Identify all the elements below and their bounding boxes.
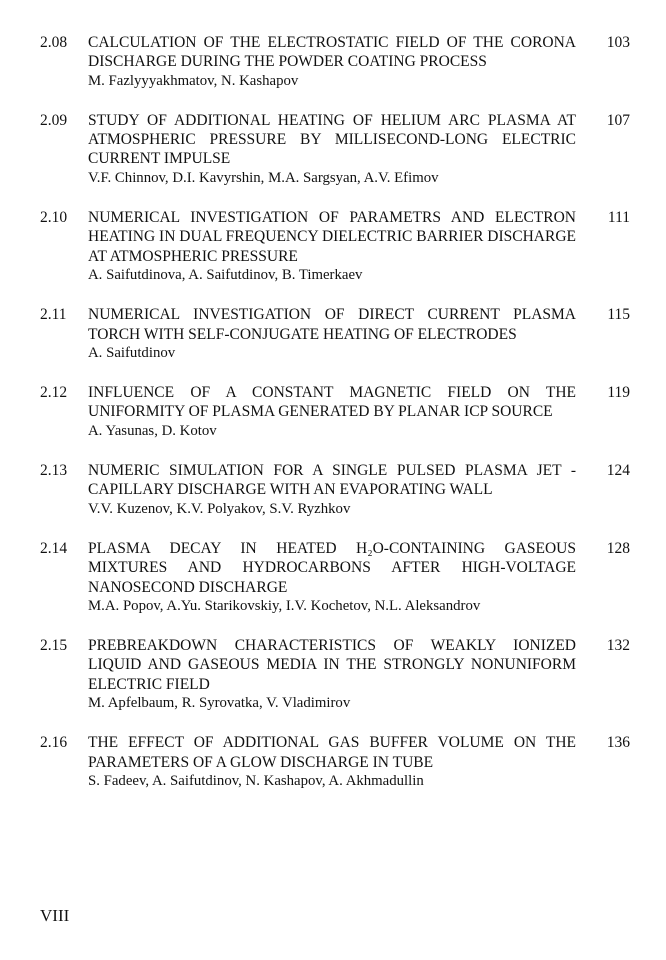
entry-body — [88, 733, 576, 791]
toc-entry — [40, 305, 630, 363]
entry-number: 2.15 — [40, 637, 68, 655]
entry-page-number: 107 — [606, 111, 630, 129]
toc-entry — [40, 111, 630, 188]
table-of-contents — [40, 33, 630, 811]
entry-number: 2.09 — [40, 111, 68, 129]
toc-entry — [40, 636, 630, 713]
entry-number: 2.12 — [40, 384, 68, 402]
entry-body — [88, 111, 576, 188]
entry-page-number: 124 — [606, 462, 630, 480]
entry-number: 2.13 — [40, 462, 68, 480]
entry-title: THE EFFECT OF ADDITIONAL GAS BUFFER VOLUME ON THE PARAMETERS OF A GLOW DISCHARGE IN TUBE — [88, 734, 576, 771]
entry-number: 2.16 — [40, 734, 68, 752]
entry-title: INFLUENCE OF A CONSTANT MAGNETIC FIELD ON THE UNIFORMITY OF PLASMA GENERATED BY PLANAR ICP SOURCE — [88, 384, 576, 421]
entry-title: NUMERICAL INVESTIGATION OF DIRECT CURRENT PLASMA TORCH WITH SELF-CONJUGATE HEATING OF ELECTRODES — [88, 306, 576, 343]
entry-number: 2.10 — [40, 209, 68, 227]
toc-entry — [40, 208, 630, 285]
entry-page-number: 119 — [607, 384, 630, 402]
entry-authors: A. Saifutdinova, A. Saifutdinov, B. Timerkaev — [88, 266, 363, 283]
entry-title: STUDY OF ADDITIONAL HEATING OF HELIUM ARC PLASMA AT ATMOSPHERIC PRESSURE BY MILLISECOND-LONG ELECTRIC CURRENT IMPULSE — [88, 111, 576, 168]
entry-authors: V.V. Kuzenov, K.V. Polyakov, S.V. Ryzhkov — [88, 500, 351, 517]
entry-title: CALCULATION OF THE ELECTROSTATIC FIELD OF THE CORONA DISCHARGE DURING THE POWDER COATING PROCESS — [88, 34, 576, 71]
toc-entry — [40, 461, 630, 519]
entry-authors: V.F. Chinnov, D.I. Kavyrshin, M.A. Sargsyan, A.V. Efimov — [88, 169, 439, 186]
entry-page-number: 103 — [606, 34, 630, 51]
entry-title: NUMERIC SIMULATION FOR A SINGLE PULSED PLASMA JET - CAPILLARY DISCHARGE WITH AN EVAPORATING WALL — [88, 462, 576, 499]
entry-body — [88, 461, 576, 519]
entry-authors: M.A. Popov, A.Yu. Starikovskiy, I.V. Kochetov, N.L. Aleksandrov — [88, 597, 481, 614]
entry-page-number: 128 — [606, 539, 630, 557]
entry-title: PREBREAKDOWN CHARACTERISTICS OF WEAKLY IONIZED LIQUID AND GASEOUS MEDIA IN THE STRONGLY NONUNIFORM ELECTRIC FIELD — [88, 637, 576, 693]
toc-entry — [40, 33, 630, 91]
page-footer-label: VIII — [40, 906, 70, 925]
entry-body — [88, 305, 576, 363]
entry-authors: A. Yasunas, D. Kotov — [88, 422, 217, 439]
entry-number: 2.08 — [40, 34, 68, 51]
toc-entry — [40, 383, 630, 441]
entry-authors: M. Apfelbaum, R. Syrovatka, V. Vladimirov — [88, 695, 351, 712]
entry-authors: S. Fadeev, A. Saifutdinov, N. Kashapov, A. Akhmadullin — [88, 772, 424, 789]
entry-page-number: 132 — [606, 637, 630, 655]
entry-body — [88, 539, 576, 616]
entry-number: 2.14 — [40, 539, 68, 557]
entry-page-number: 111 — [607, 209, 630, 227]
entry-page-number: 136 — [606, 734, 630, 752]
entry-body — [88, 383, 576, 441]
entry-page-number: 115 — [607, 306, 630, 324]
toc-entry — [40, 539, 630, 616]
entry-body — [88, 208, 576, 285]
entry-authors: M. Fazlyyyakhmatov, N. Kashapov — [88, 72, 299, 89]
toc-entry — [40, 733, 630, 791]
entry-title: NUMERICAL INVESTIGATION OF PARAMETRS AND ELECTRON HEATING IN DUAL FREQUENCY DIELECTRIC BARRIER DISCHARGE AT ATMOSPHERIC PRESSURE — [88, 209, 576, 265]
entry-authors: A. Saifutdinov — [88, 344, 176, 361]
entry-body — [88, 33, 576, 91]
entry-number: 2.11 — [40, 306, 67, 324]
entry-title: PLASMA DECAY IN HEATED H₂O-CONTAINING GASEOUS MIXTURES AND HYDROCARBONS AFTER HIGH-VOLTAGE NANOSECOND DISCHARGE — [88, 539, 576, 596]
entry-body — [88, 636, 576, 713]
